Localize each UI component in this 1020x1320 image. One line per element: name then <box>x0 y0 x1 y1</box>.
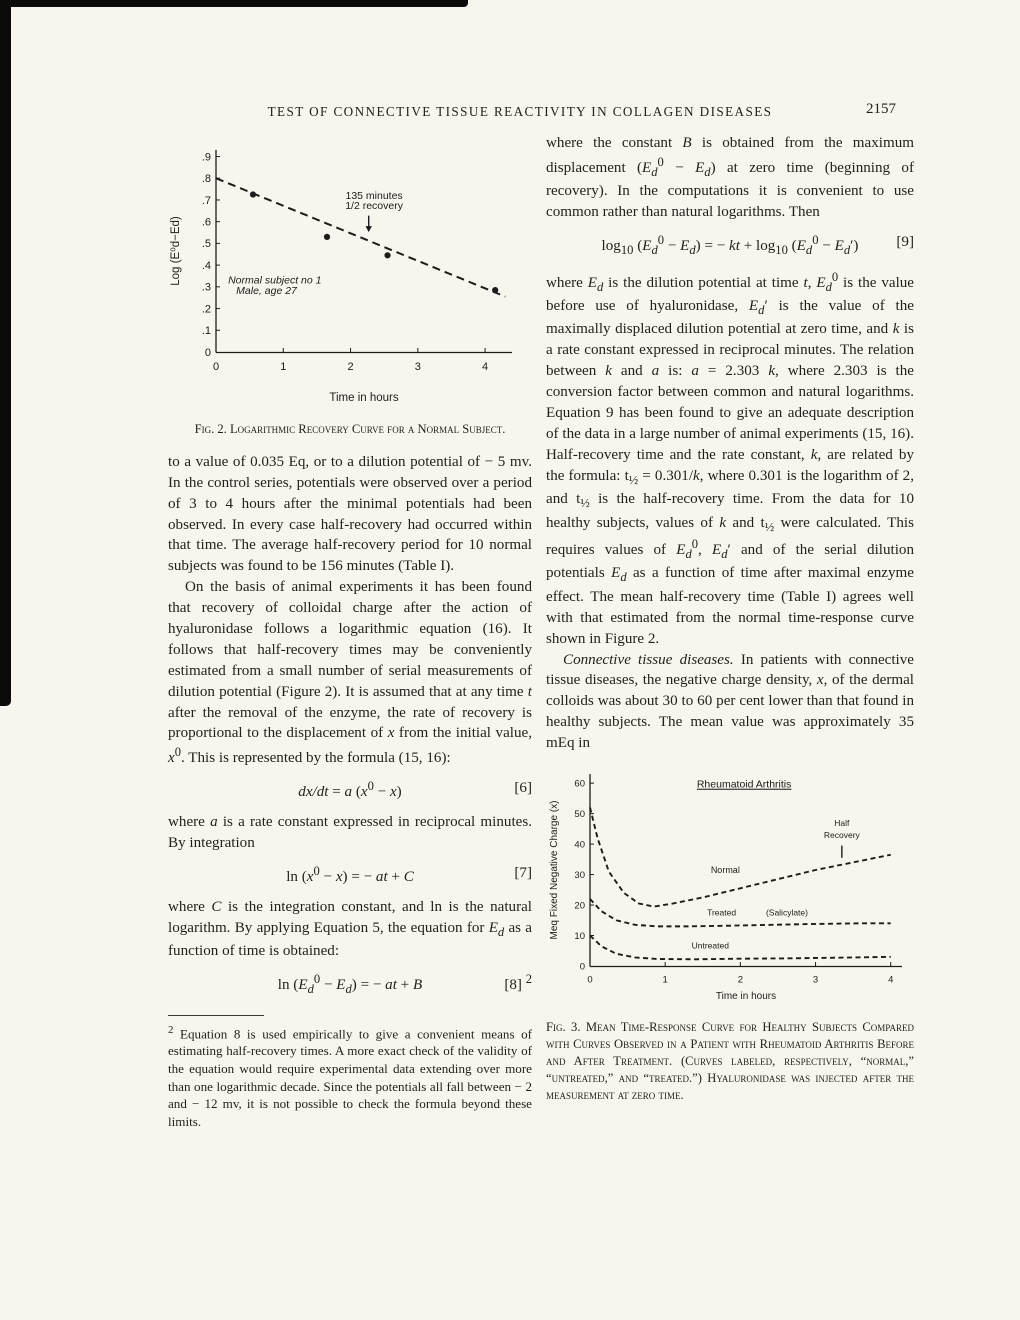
svg-text:4: 4 <box>888 974 894 986</box>
svg-text:0: 0 <box>579 961 585 973</box>
svg-text:1/2 recovery: 1/2 recovery <box>345 200 403 213</box>
equation-body: $\ln (E_d^0 - E_d)$ = − at + B <box>277 972 423 997</box>
figure-3 <box>546 766 914 1104</box>
equation-ref: [9] <box>896 234 914 251</box>
svg-text:Normal: Normal <box>710 865 740 876</box>
svg-text:Time in hours: Time in hours <box>715 990 777 1002</box>
equation-ref: [6] <box>514 780 532 797</box>
scan-artifact-left <box>0 0 11 706</box>
svg-text:2: 2 <box>347 361 354 373</box>
equation-ref: [8] $^2$ <box>504 972 532 994</box>
svg-text:30: 30 <box>574 869 585 881</box>
svg-text:3: 3 <box>812 974 819 986</box>
svg-text:40: 40 <box>574 839 585 851</box>
svg-text:.9: .9 <box>201 151 211 164</box>
svg-text:.5: .5 <box>201 238 211 251</box>
running-head: TEST OF CONNECTIVE TISSUE REACTIVITY IN COLLAGEN DISEASES <box>267 104 773 119</box>
svg-text:50: 50 <box>574 808 585 820</box>
equation-body: $\ln (x^0 - x)$ = − at + C <box>286 863 414 886</box>
svg-text:Rheumatoid Arthritis: Rheumatoid Arthritis <box>696 778 792 791</box>
svg-text:.2: .2 <box>201 303 211 316</box>
fig2-recovery-chart <box>168 138 528 406</box>
svg-text:10: 10 <box>574 930 585 942</box>
svg-text:60: 60 <box>574 778 585 790</box>
svg-text:2: 2 <box>737 974 744 986</box>
body-paragraph: where $E_d$ is the dilution potential at time t, $E_d^0$ is the value before use of hyaluronidase, $E_d'$ is the value of the maximally displaced dilution potential at zero time, and k is a rate constant expressed in reciprocal minutes. The relation between k and a is: a = 2.303 k, where 2.303 is the conversion factor between common and natural logarithms. Equation 9 has been found to give an adequate description of the data in a large number of animal experiments (15, 16). Half-recovery time and the rate constant, k, are related by the formula: $t_{\frac{1}{2}} = 0.301/k$, where 0.301 is the logarithm of 2, and $t_{\frac{1}{2}}$ is the half-recovery time. From the data for 10 healthy subjects, values of k and $t_{\frac{1}{2}}$ were calculated. This requires values of $E_d^0$, $E_d'$ and of the serial dilution potentials $E_d$ as a function of time after maximal enzyme effect. The mean half-recovery time (Table I) agrees well with that estimated from the normal time-response curve shown in Figure 2. <box>546 269 915 647</box>
body-paragraph: where C is the integration constant, and ln is the natural logarithm. By applying Equation 5, the equation for $E_d$ as a function of time is obtained: <box>168 898 532 960</box>
svg-text:1: 1 <box>280 361 287 373</box>
left-column <box>168 138 532 1130</box>
svg-text:.6: .6 <box>201 216 211 229</box>
svg-text:Male, age 27: Male, age 27 <box>236 285 297 298</box>
body-paragraph: On the basis of animal experiments it has been found that recovery of colloidal charge after the action of hyaluronidase follows a logarithmic equation (16). It follows that half-recovery times may be conveniently estimated from a small number of serial measurements of dilution potential (Figure 2). It is assumed that at any time t after the removal of the enzyme, the rate of recovery is proportional to the displacement of x from the initial value, $x^0$. This is represented by the formula (15, 16): <box>168 579 532 767</box>
equation-body: dx/dt = a $(x^0 - x)$ <box>298 779 402 801</box>
svg-text:0: 0 <box>212 361 220 373</box>
equation-body: $\log_{10} (E_d^0 - E_d)$ = − kt + $\log_{10} (E_d^0 - E_d')$ <box>601 233 859 258</box>
svg-text:Untreated: Untreated <box>691 940 729 951</box>
svg-text:0: 0 <box>204 346 211 359</box>
body-paragraph: where a is a rate constant expressed in reciprocal minutes. By integration <box>168 814 532 852</box>
equation-ref: [7] <box>514 864 532 881</box>
svg-text:4: 4 <box>482 361 489 373</box>
svg-text:Recovery: Recovery <box>823 829 860 840</box>
right-column <box>546 133 914 1104</box>
svg-text:Time in hours: Time in hours <box>329 392 399 404</box>
fig3-caption: Fig. 3. Mean Time-Response Curve for Healthy Subjects Compared with Curves Observed in a Patient with Rheumatoid Arthritis Before and After Treatment. (Curves labeled, respectively, “normal,” “untreated,” and “treated.”) Hyaluronidase was injected after the measurement at zero time. <box>546 1019 914 1102</box>
svg-text:Normal subject no 1: Normal subject no 1 <box>228 274 322 287</box>
svg-text:20: 20 <box>574 900 585 912</box>
footnote: $^2$ Equation 8 is used empirically to give a convenient means of estimating half-recovery times. A more exact check of the validity of the equation would require experimental data extending over more than one logarithmic decade. Since the potentials all fall between − 2 and − 12 mv, it is not possible to check the formula beyond these limits. <box>168 1023 532 1129</box>
svg-text:135 minutes: 135 minutes <box>345 189 403 202</box>
svg-text:Half: Half <box>834 817 850 828</box>
equation-7 <box>168 863 532 888</box>
svg-text:Meq Fixed Negative Charge (x): Meq Fixed Negative Charge (x) <box>549 800 560 940</box>
fig2-caption: Fig. 2. Logarithmic Recovery Curve for a Normal Subject. <box>194 421 506 436</box>
equation-9 <box>546 232 914 259</box>
svg-text:.1: .1 <box>201 325 211 338</box>
svg-text:Treated: Treated <box>707 907 737 918</box>
svg-text:.4: .4 <box>201 259 211 272</box>
equation-8 <box>168 971 532 998</box>
body-paragraph: where the constant B is obtained from the maximum displacement $(E_d^0 - E_d)$ at zero time (beginning of recovery). In the computations it is convenient to use common rather than natural logarithms. Then <box>546 135 915 221</box>
svg-text:.7: .7 <box>201 194 211 207</box>
equation-6 <box>168 778 532 803</box>
svg-text:Log (E⁰d−Ed): Log (E⁰d−Ed) <box>170 216 182 286</box>
fig3-time-response-chart <box>546 766 914 1004</box>
svg-text:(Salicylate): (Salicylate) <box>765 907 808 918</box>
figure-2 <box>168 138 532 438</box>
svg-text:3: 3 <box>414 361 421 373</box>
svg-text:.8: .8 <box>201 173 211 186</box>
body-paragraph: Connective tissue diseases. In patients with connective tissue diseases, the negative charge density, x, of the dermal colloids was about 30 to 60 per cent lower than that found in healthy subjects. The mean value was approximately 35 mEq in <box>546 651 915 752</box>
body-paragraph: to a value of 0.035 Eq, or to a dilution potential of − 5 mv. In the control series, potentials were observed over a period of 3 to 4 hours after the minimal potentials had been observed. In every case half-recovery had occurred within that time. The average half-recovery period for 10 normal subjects was found to be 156 minutes (Table I). <box>168 453 532 575</box>
svg-text:.3: .3 <box>201 281 211 294</box>
svg-text:1: 1 <box>662 974 668 986</box>
footnote-divider <box>168 1015 264 1016</box>
svg-text:0: 0 <box>587 974 593 986</box>
page-number: 2157 <box>866 101 896 117</box>
scan-artifact-top <box>0 0 468 7</box>
